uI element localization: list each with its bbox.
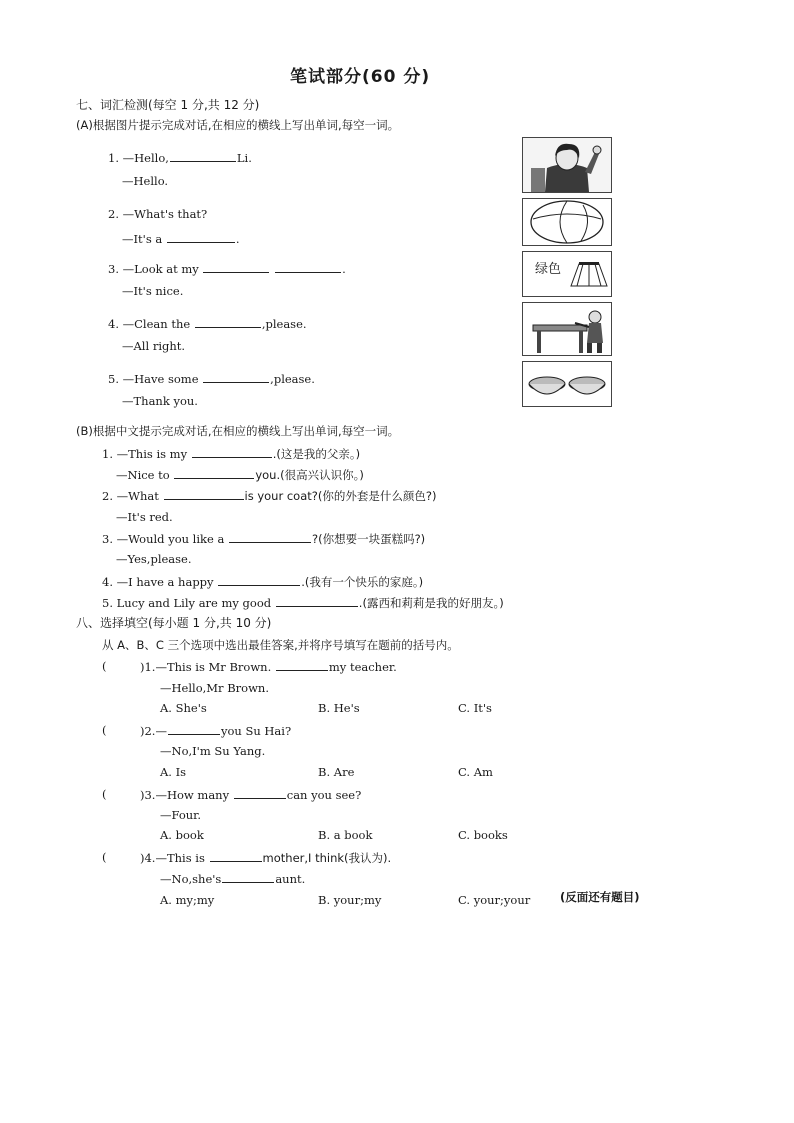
partB-item-5: 5. Lucy and Lily are my good .(露西和莉莉是我的好朋友。) <box>102 596 504 610</box>
picture-boy-cleaning-desk <box>522 302 612 356</box>
partB-item-3b: —Yes,please. <box>116 552 192 566</box>
question-3-reply: —Four. <box>160 808 202 822</box>
question-2-option-a[interactable]: A. Is <box>160 765 187 779</box>
answer-blank[interactable] <box>218 574 300 586</box>
answer-blank[interactable] <box>203 261 269 273</box>
answer-blank[interactable] <box>195 316 261 328</box>
answer-blank[interactable] <box>210 850 262 862</box>
continued-note: (反面还有题目) <box>560 890 640 904</box>
answer-blank[interactable] <box>174 467 254 479</box>
partA-item-3-answer: —It's nice. <box>122 284 184 298</box>
question-2: )2.— you Su Hai? <box>140 724 292 738</box>
page-title: 笔试部分(60 分) <box>290 67 431 87</box>
question-4-option-b[interactable]: B. your;my <box>318 893 382 907</box>
question-3-option-c[interactable]: C. books <box>458 828 508 842</box>
question-3-option-a[interactable]: A. book <box>160 828 204 842</box>
question-4-reply: —No,she's aunt. <box>160 872 306 886</box>
partA-item-5-answer: —Thank you. <box>122 394 198 408</box>
partA-instruction: (A)根据图片提示完成对话,在相应的横线上写出单词,每空一词。 <box>76 118 400 132</box>
partB-item-3: 3. —Would you like a ?(你想要一块蛋糕吗?) <box>102 532 426 546</box>
partA-item-4-answer: —All right. <box>122 339 186 353</box>
picture-bowls-of-rice <box>522 361 612 407</box>
section8-instruction: 从 A、B、C 三个选项中选出最佳答案,并将序号填写在题前的括号内。 <box>102 638 459 652</box>
answer-blank[interactable] <box>276 659 328 671</box>
partA-item-4-question: 4. —Clean the ,please. <box>108 317 307 331</box>
partB-item-2b: —It's red. <box>116 510 173 524</box>
partB-item-4: 4. —I have a happy .(我有一个快乐的家庭。) <box>102 575 424 589</box>
answer-paren[interactable]: ( <box>102 787 107 801</box>
partA-item-5-question: 5. —Have some ,please. <box>108 372 315 386</box>
answer-paren[interactable]: ( <box>102 850 107 864</box>
partA-item-1-answer: —Hello. <box>122 174 169 188</box>
answer-blank[interactable] <box>234 787 286 799</box>
question-2-option-c[interactable]: C. Am <box>458 765 493 779</box>
picture-green-skirt <box>522 251 612 297</box>
answer-blank[interactable] <box>168 723 220 735</box>
section7-heading: 七、词汇检测(每空 1 分,共 12 分) <box>76 98 260 112</box>
partA-item-2-question: 2. —What's that? <box>108 207 208 221</box>
answer-blank[interactable] <box>222 871 274 883</box>
answer-blank[interactable] <box>170 150 236 162</box>
question-1-option-b[interactable]: B. He's <box>318 701 360 715</box>
partB-item-1b: —Nice to you.(很高兴认识你。) <box>116 468 364 482</box>
picture-girl-waving <box>522 137 612 193</box>
partA-item-1-question: 1. —Hello, Li. <box>108 151 252 165</box>
skirt-icon <box>569 260 609 290</box>
partB-item-2: 2. —What is your coat?(你的外套是什么颜色?) <box>102 489 437 503</box>
answer-blank[interactable] <box>164 488 244 500</box>
picture-ball <box>522 198 612 246</box>
question-4-option-c[interactable]: C. your;your <box>458 893 531 907</box>
color-label: 绿色 <box>535 262 562 277</box>
bowl-icon <box>523 362 611 406</box>
question-1: )1.—This is Mr Brown. my teacher. <box>140 660 397 674</box>
question-2-reply: —No,I'm Su Yang. <box>160 744 266 758</box>
partA-item-3-question: 3. —Look at my . <box>108 262 346 276</box>
answer-paren[interactable]: ( <box>102 659 107 673</box>
partB-instruction: (B)根据中文提示完成对话,在相应的横线上写出单词,每空一词。 <box>76 424 400 438</box>
answer-blank[interactable] <box>203 371 269 383</box>
question-1-option-a[interactable]: A. She's <box>160 701 207 715</box>
question-1-reply: —Hello,Mr Brown. <box>160 681 269 695</box>
section8-heading: 八、选择填空(每小题 1 分,共 10 分) <box>76 616 272 630</box>
answer-paren[interactable]: ( <box>102 723 107 737</box>
question-1-option-c[interactable]: C. It's <box>458 701 492 715</box>
question-4: )4.—This is mother,I think(我认为). <box>140 851 392 865</box>
partB-item-1: 1. —This is my .(这是我的父亲。) <box>102 447 361 461</box>
partA-item-2-answer: —It's a . <box>122 232 240 246</box>
question-2-option-b[interactable]: B. Are <box>318 765 355 779</box>
question-3: )3.—How many can you see? <box>140 788 362 802</box>
ball-icon <box>523 199 611 245</box>
question-3-option-b[interactable]: B. a book <box>318 828 373 842</box>
answer-blank[interactable] <box>229 531 311 543</box>
question-4-option-a[interactable]: A. my;my <box>160 893 215 907</box>
answer-blank[interactable] <box>192 446 272 458</box>
answer-blank[interactable] <box>167 231 235 243</box>
girl-icon <box>523 138 611 192</box>
answer-blank[interactable] <box>276 595 358 607</box>
desk-icon <box>523 303 611 355</box>
answer-blank[interactable] <box>275 261 341 273</box>
